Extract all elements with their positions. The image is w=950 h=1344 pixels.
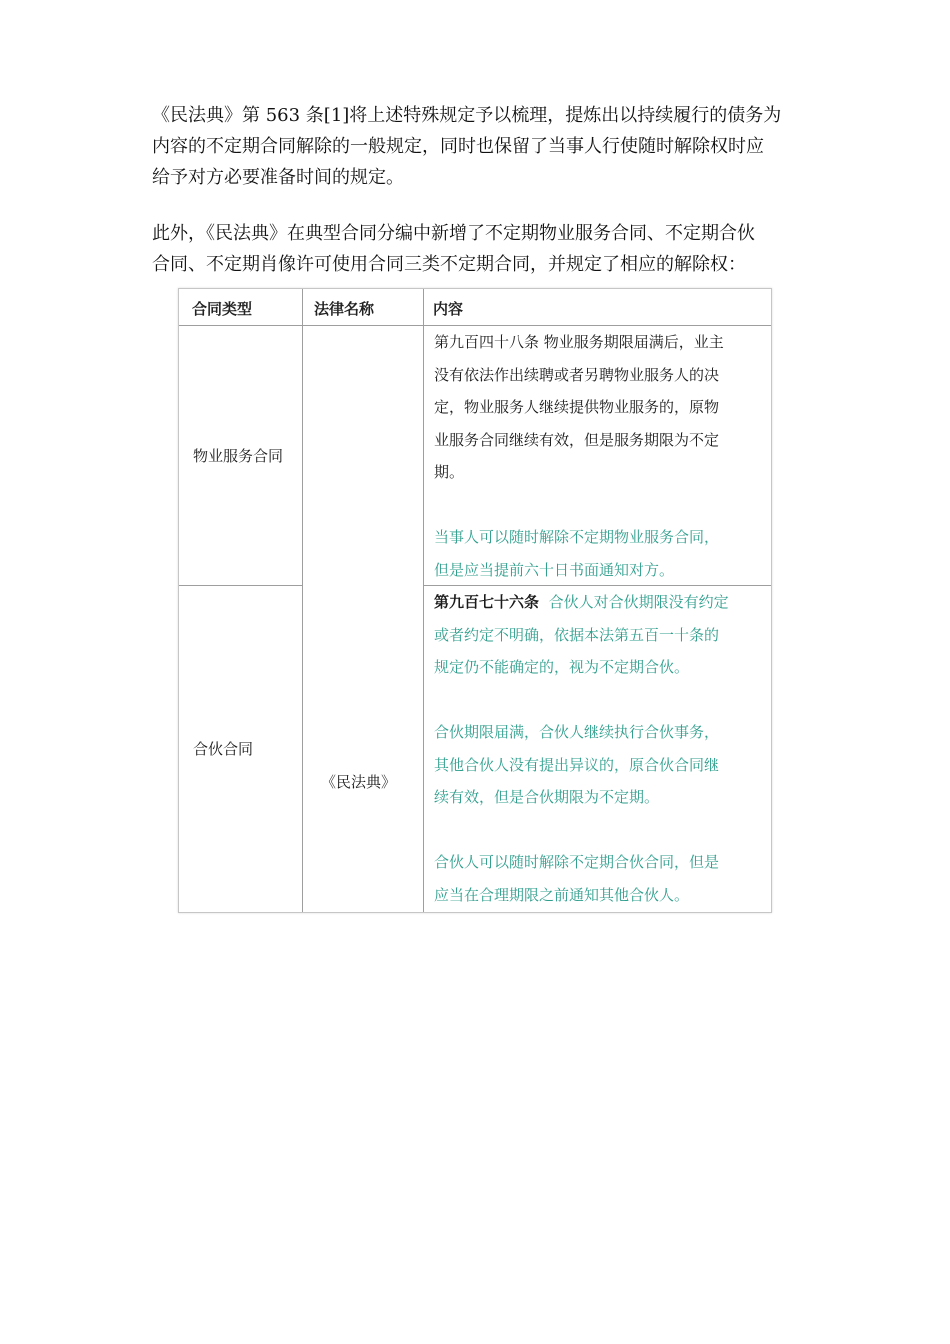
paragraph-line: 内容的不定期合同解除的一般规定，同时也保留了当事人行使随时解除权时应 bbox=[152, 136, 764, 157]
paragraph-2 bbox=[152, 218, 812, 280]
header-law-name: 法律名称 bbox=[314, 300, 375, 318]
content-line: 合伙期限届满，合伙人继续执行合伙事务， bbox=[434, 723, 720, 741]
content-line: 应当在合理期限之前通知其他合伙人。 bbox=[434, 885, 690, 904]
row-1-content bbox=[434, 326, 724, 586]
table-divider bbox=[423, 289, 424, 912]
content-line: 或者约定不明确，依据本法第五百一十条的 bbox=[434, 625, 720, 644]
content-line: 第九百四十八条 物业服务期限届满后，业主 bbox=[434, 333, 724, 351]
table-divider bbox=[179, 585, 303, 586]
content-line: 规定仍不能确定的，视为不定期合伙。 bbox=[434, 658, 690, 676]
article-number: 第九百七十六条 bbox=[434, 593, 540, 611]
paragraph-line: 《民法典》第 563 条[1]将上述特殊规定予以梳理，提炼出以持续履行的债务为 bbox=[152, 105, 782, 126]
content-line: 没有依法作出续聘或者另聘物业服务人的决 bbox=[434, 365, 720, 384]
content-line: 期。 bbox=[434, 463, 465, 481]
content-line: 续有效，但是合伙期限为不定期。 bbox=[434, 788, 660, 806]
contract-type-property: 物业服务合同 bbox=[193, 447, 284, 465]
header-content: 内容 bbox=[433, 300, 464, 318]
contract-type-partnership: 合伙合同 bbox=[193, 740, 254, 758]
paragraph-line: 给予对方必要准备时间的规定。 bbox=[152, 167, 404, 188]
table-divider bbox=[302, 289, 303, 912]
law-name-cell: 《民法典》 bbox=[321, 773, 397, 791]
content-line: 当事人可以随时解除不定期物业服务合同， bbox=[434, 528, 720, 546]
content-line: 定，物业服务人继续提供物业服务的，原物 bbox=[434, 398, 720, 416]
paragraph-line: 合同、不定期肖像许可使用合同三类不定期合同，并规定了相应的解除权： bbox=[152, 254, 746, 275]
content-line: 但是应当提前六十日书面通知对方。 bbox=[434, 560, 675, 579]
content-line: 业服务合同继续有效，但是服务期限为不定 bbox=[434, 430, 720, 449]
contract-table bbox=[178, 288, 772, 913]
content-line: 合伙人对合伙期限没有约定 bbox=[548, 593, 729, 611]
paragraph-1 bbox=[152, 100, 812, 193]
row-2-content bbox=[434, 586, 729, 911]
paragraph-line: 此外，《民法典》在典型合同分编中新增了不定期物业服务合同、不定期合伙 bbox=[152, 223, 755, 244]
content-line: 其他合伙人没有提出异议的，原合伙合同继 bbox=[434, 755, 720, 774]
content-line: 合伙人可以随时解除不定期合伙合同，但是 bbox=[434, 853, 720, 871]
header-contract-type: 合同类型 bbox=[192, 300, 253, 318]
